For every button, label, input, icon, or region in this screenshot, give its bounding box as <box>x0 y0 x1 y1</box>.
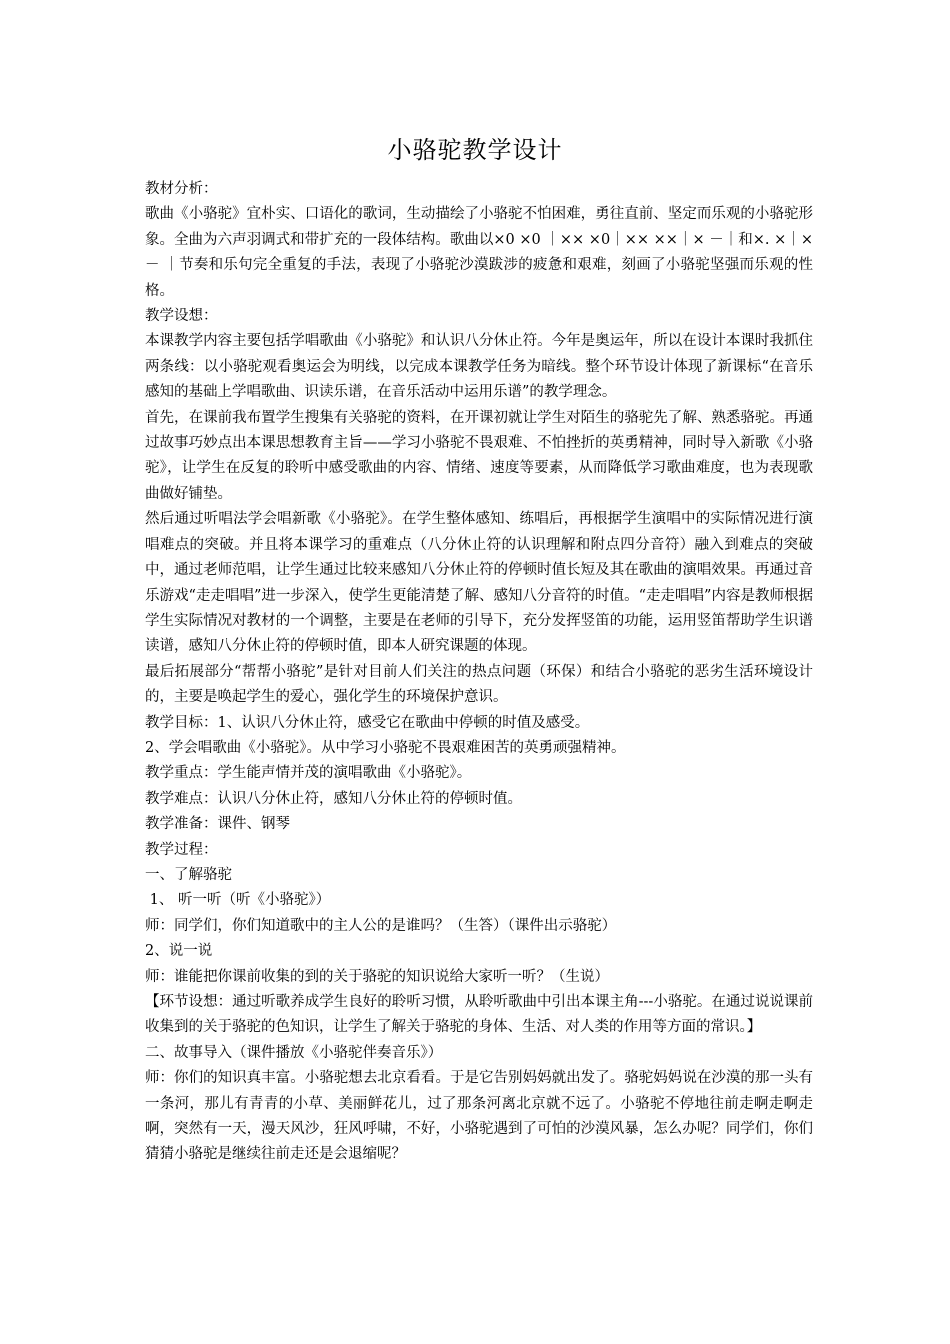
paragraph-then: 然后通过听唱法学会唱新歌《小骆驼》。在学生整体感知、练唱后，再根据学生演唱中的实际情况进行演唱难点的突破。并且将本课学习的重难点（八分休止符的认识理解和附点四分音符）融入到难点的突破中，通过老师范唱，让学生通过比较来感知八分休止符的停顿时值长短及其在歌曲的演唱效果。再通过音乐游戏“走走唱唱”进一步深入，使学生更能清楚了解、感知八分音符的时值。“走走唱唱”内容是教师根据学生实际情况对教材的一个调整，主要是在老师的引导下，充分发挥竖笛的功能，运用竖笛帮助学生识谱读谱，感知八分休止符的停顿时值，即本人研究课题的体现。 <box>145 511 813 655</box>
heading-material-analysis: 教材分析： <box>145 181 218 197</box>
paragraph-teaching-concept: 本课教学内容主要包括学唱歌曲《小骆驼》和认识八分休止符。今年是奥运年，所以在设计本课时我抓住两条线：以小骆驼观看奥运会为明线，以完成本课教学任务为暗线。整个环节设计体现了新课标“在音乐感知的基础上学唱歌曲、识读乐谱，在音乐活动中运用乐谱”的教学理念。 <box>145 333 813 401</box>
document-title: 小骆驼教学设计 <box>387 136 563 164</box>
design-note: 【环节设想：通过听歌养成学生良好的聆听习惯，从聆听歌曲中引出本课主角---小骆驼。在通过说说课前收集到的关于骆驼的色知识，让学生了解关于骆驼的身体、生活、对人类的作用等方面的常识。】 <box>145 994 813 1036</box>
document-body <box>145 177 813 1168</box>
step-say: 2、说一说 <box>145 943 213 960</box>
heading-teaching-process: 教学过程： <box>145 841 218 858</box>
step-listen: 1、 听一听（听《小骆驼》） <box>145 892 331 909</box>
teacher-line-1: 师：同学们，你们知道歌中的主人公的是谁吗？（生答）（课件出示骆驼） <box>145 917 617 934</box>
teaching-key-point: 教学重点：学生能声情并茂的演唱歌曲《小骆驼》。 <box>145 765 472 782</box>
section-1-heading: 一、了解骆驼 <box>145 866 232 883</box>
section-2-heading: 二、故事导入（课件播放《小骆驼伴奏音乐》） <box>145 1044 443 1061</box>
paragraph-finally: 最后拓展部分“帮帮小骆驼”是针对目前人们关注的热点问题（环保）和结合小骆驼的恶劣生活环境设计的，主要是唤起学生的爱心，强化学生的环境保护意识。 <box>145 663 813 706</box>
heading-teaching-concept: 教学设想： <box>145 308 218 325</box>
teaching-goal-2: 2、学会唱歌曲《小骆驼》。从中学习小骆驼不畏艰难困苦的英勇顽强精神。 <box>145 739 626 756</box>
paragraph-material-analysis: 歌曲《小骆驼》宜朴实、口语化的歌词，生动描绘了小骆驼不怕困难，勇往直前、坚定而乐观的小骆驼形象。全曲为六声羽调式和带扩充的一段体结构。歌曲以×0 ×0 ｜×× ×0｜×× ××｜× －｜和×. ×｜× － ｜节奏和乐句完全重复的手法，表现了小骆驼沙漠跋涉的疲惫和艰难，刻画了小骆驼坚强而乐观的性格。 <box>145 206 813 299</box>
teacher-story: 师：你们的知识真丰富。小骆驼想去北京看看。于是它告别妈妈就出发了。骆驼妈妈说在沙漠的那一头有一条河，那儿有青青的小草、美丽鲜花儿，过了那条河离北京就不远了。小骆驼不停地往前走啊走啊走啊，突然有一天，漫天风沙，狂风呼啸，不好，小骆驼遇到了可怕的沙漠风暴，怎么办呢？同学们，你们猜猜小骆驼是继续往前走还是会退缩呢？ <box>145 1070 813 1163</box>
paragraph-first: 首先，在课前我布置学生搜集有关骆驼的资料，在开课初就让学生对陌生的骆驼先了解、熟悉骆驼。再通过故事巧妙点出本课思想教育主旨——学习小骆驼不畏艰难、不怕挫折的英勇精神，同时导入新歌《小骆驼》，让学生在反复的聆听中感受歌曲的内容、情绪、速度等要素，从而降低学习歌曲难度，也为表现歌曲做好铺垫。 <box>145 409 813 502</box>
teaching-preparation: 教学准备：课件、钢琴 <box>145 816 290 833</box>
teaching-goal-1: 教学目标：1、认识八分休止符，感受它在歌曲中停顿的时值及感受。 <box>145 714 590 731</box>
teacher-line-2: 师：谁能把你课前收集的到的关于骆驼的知识说给大家听一听？（生说） <box>145 968 609 985</box>
teaching-difficulty: 教学难点：认识八分休止符，感知八分休止符的停顿时值。 <box>145 790 522 807</box>
